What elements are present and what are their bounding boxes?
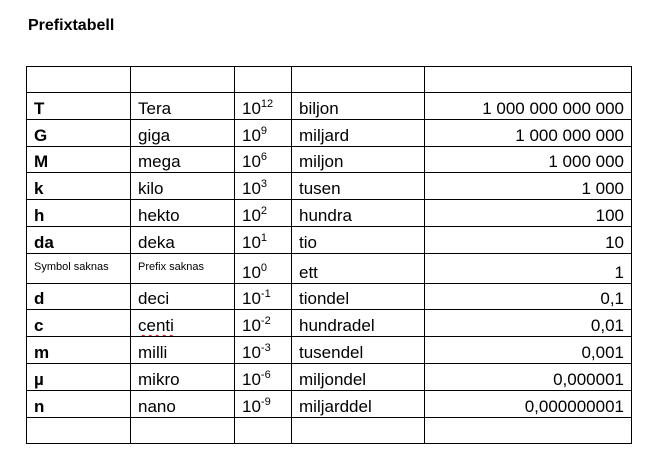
table-cell[interactable] — [425, 417, 632, 443]
table-row — [27, 363, 632, 390]
prefix-text: hekto — [138, 205, 180, 225]
name-cell[interactable]: miljarddel — [292, 390, 425, 417]
power-cell[interactable] — [235, 390, 292, 417]
symbol-cell[interactable]: da — [27, 226, 131, 253]
symbol-cell[interactable]: h — [27, 200, 131, 227]
power-cell[interactable] — [235, 119, 292, 146]
prefix-cell[interactable] — [131, 200, 235, 227]
power-cell[interactable] — [235, 93, 292, 120]
prefix-cell[interactable] — [131, 337, 235, 364]
power-exponent: -3 — [260, 341, 271, 354]
power-cell[interactable] — [235, 253, 292, 283]
name-cell[interactable]: tusendel — [292, 337, 425, 364]
prefix-text: deka — [138, 232, 175, 252]
value-cell[interactable]: 0,1 — [425, 283, 632, 310]
power-cell[interactable] — [235, 173, 292, 200]
table-cell[interactable] — [235, 417, 292, 443]
prefix-cell[interactable] — [131, 93, 235, 120]
document-title: Prefixtabell — [28, 17, 115, 34]
power-exponent: 2 — [260, 204, 268, 217]
power-base: 10 — [242, 342, 261, 362]
power-base: 10 — [242, 179, 261, 199]
power-base: 10 — [242, 205, 261, 225]
value-cell[interactable]: 10 — [425, 226, 632, 253]
table-row — [27, 337, 632, 364]
value-cell[interactable]: 0,01 — [425, 310, 632, 337]
power-cell[interactable] — [235, 283, 292, 310]
table-cell[interactable] — [27, 67, 131, 93]
name-cell[interactable]: miljon — [292, 146, 425, 173]
name-cell[interactable]: miljondel — [292, 363, 425, 390]
power-base: 10 — [242, 125, 261, 145]
prefix-text: mega — [138, 152, 181, 172]
table-row — [27, 119, 632, 146]
prefix-cell[interactable] — [131, 253, 235, 283]
name-cell[interactable]: tusen — [292, 173, 425, 200]
symbol-cell[interactable]: µ — [27, 363, 131, 390]
symbol-cell[interactable]: n — [27, 390, 131, 417]
power-exponent: 6 — [260, 151, 268, 164]
symbol-cell[interactable]: Symbol saknas — [27, 253, 131, 283]
table-empty-row — [27, 417, 632, 443]
symbol-cell[interactable]: M — [27, 146, 131, 173]
prefix-text: giga — [138, 125, 171, 145]
prefix-cell[interactable] — [131, 363, 235, 390]
table-cell[interactable] — [292, 67, 425, 93]
power-base: 10 — [242, 289, 261, 309]
power-exponent: -1 — [260, 288, 271, 301]
table-row — [27, 253, 632, 283]
power-base: 10 — [242, 369, 261, 389]
value-cell[interactable]: 1 000 000 000 — [425, 119, 632, 146]
prefix-table — [26, 66, 632, 444]
table-row — [27, 173, 632, 200]
power-cell[interactable] — [235, 337, 292, 364]
value-cell[interactable]: 1 000 000 000 000 — [425, 93, 632, 120]
name-cell[interactable]: hundra — [292, 200, 425, 227]
name-cell[interactable]: biljon — [292, 93, 425, 120]
prefix-text: mikro — [138, 369, 180, 389]
value-cell[interactable]: 1 000 — [425, 173, 632, 200]
name-cell[interactable]: ett — [292, 253, 425, 283]
value-cell[interactable]: 0,000000001 — [425, 390, 632, 417]
symbol-cell[interactable]: m — [27, 337, 131, 364]
power-exponent: 9 — [260, 124, 268, 137]
symbol-cell[interactable]: G — [27, 119, 131, 146]
table-row — [27, 146, 632, 173]
name-cell[interactable]: tiondel — [292, 283, 425, 310]
table-row — [27, 200, 632, 227]
table-cell[interactable] — [425, 67, 632, 93]
power-base: 10 — [242, 262, 261, 282]
prefix-cell[interactable] — [131, 119, 235, 146]
table-cell[interactable] — [27, 417, 131, 443]
name-cell[interactable]: miljard — [292, 119, 425, 146]
table-cell[interactable] — [235, 67, 292, 93]
prefix-cell[interactable] — [131, 310, 235, 337]
table-row — [27, 226, 632, 253]
table-cell[interactable] — [292, 417, 425, 443]
prefix-text: milli — [138, 342, 168, 362]
prefix-text: Prefix saknas — [138, 260, 205, 273]
table-row — [27, 310, 632, 337]
table-cell[interactable] — [131, 417, 235, 443]
power-exponent: 3 — [260, 178, 268, 191]
prefix-cell[interactable] — [131, 283, 235, 310]
name-cell[interactable]: hundradel — [292, 310, 425, 337]
prefix-cell[interactable] — [131, 390, 235, 417]
prefix-text: Tera — [138, 98, 172, 118]
prefix-text: kilo — [138, 179, 164, 199]
power-base: 10 — [242, 152, 261, 172]
symbol-cell[interactable]: c — [27, 310, 131, 337]
symbol-cell[interactable]: k — [27, 173, 131, 200]
power-exponent: 12 — [260, 97, 274, 110]
table-row — [27, 390, 632, 417]
table-row — [27, 93, 632, 120]
power-base: 10 — [242, 232, 261, 252]
power-cell[interactable] — [235, 363, 292, 390]
prefix-text: centi — [138, 316, 174, 336]
value-cell[interactable]: 0,001 — [425, 337, 632, 364]
name-cell[interactable]: tio — [292, 226, 425, 253]
power-exponent: -6 — [260, 368, 271, 381]
table-row — [27, 283, 632, 310]
power-cell[interactable] — [235, 200, 292, 227]
prefix-cell[interactable] — [131, 226, 235, 253]
value-cell[interactable]: 100 — [425, 200, 632, 227]
prefix-text: deci — [138, 289, 170, 309]
table-cell[interactable] — [131, 67, 235, 93]
power-base: 10 — [242, 316, 261, 336]
power-cell[interactable] — [235, 146, 292, 173]
power-exponent: 1 — [260, 231, 268, 244]
power-cell[interactable] — [235, 226, 292, 253]
prefix-text: nano — [138, 396, 176, 416]
power-cell[interactable] — [235, 310, 292, 337]
prefix-cell[interactable] — [131, 146, 235, 173]
value-cell[interactable]: 1 — [425, 253, 632, 283]
value-cell[interactable]: 0,000001 — [425, 363, 632, 390]
symbol-cell[interactable]: d — [27, 283, 131, 310]
table-header-row — [27, 67, 632, 93]
power-exponent: -9 — [260, 395, 271, 408]
power-exponent: -2 — [260, 315, 271, 328]
power-exponent: 0 — [260, 261, 268, 274]
symbol-cell[interactable]: T — [27, 93, 131, 120]
power-base: 10 — [242, 98, 261, 118]
power-base: 10 — [242, 396, 261, 416]
value-cell[interactable]: 1 000 000 — [425, 146, 632, 173]
prefix-cell[interactable] — [131, 173, 235, 200]
